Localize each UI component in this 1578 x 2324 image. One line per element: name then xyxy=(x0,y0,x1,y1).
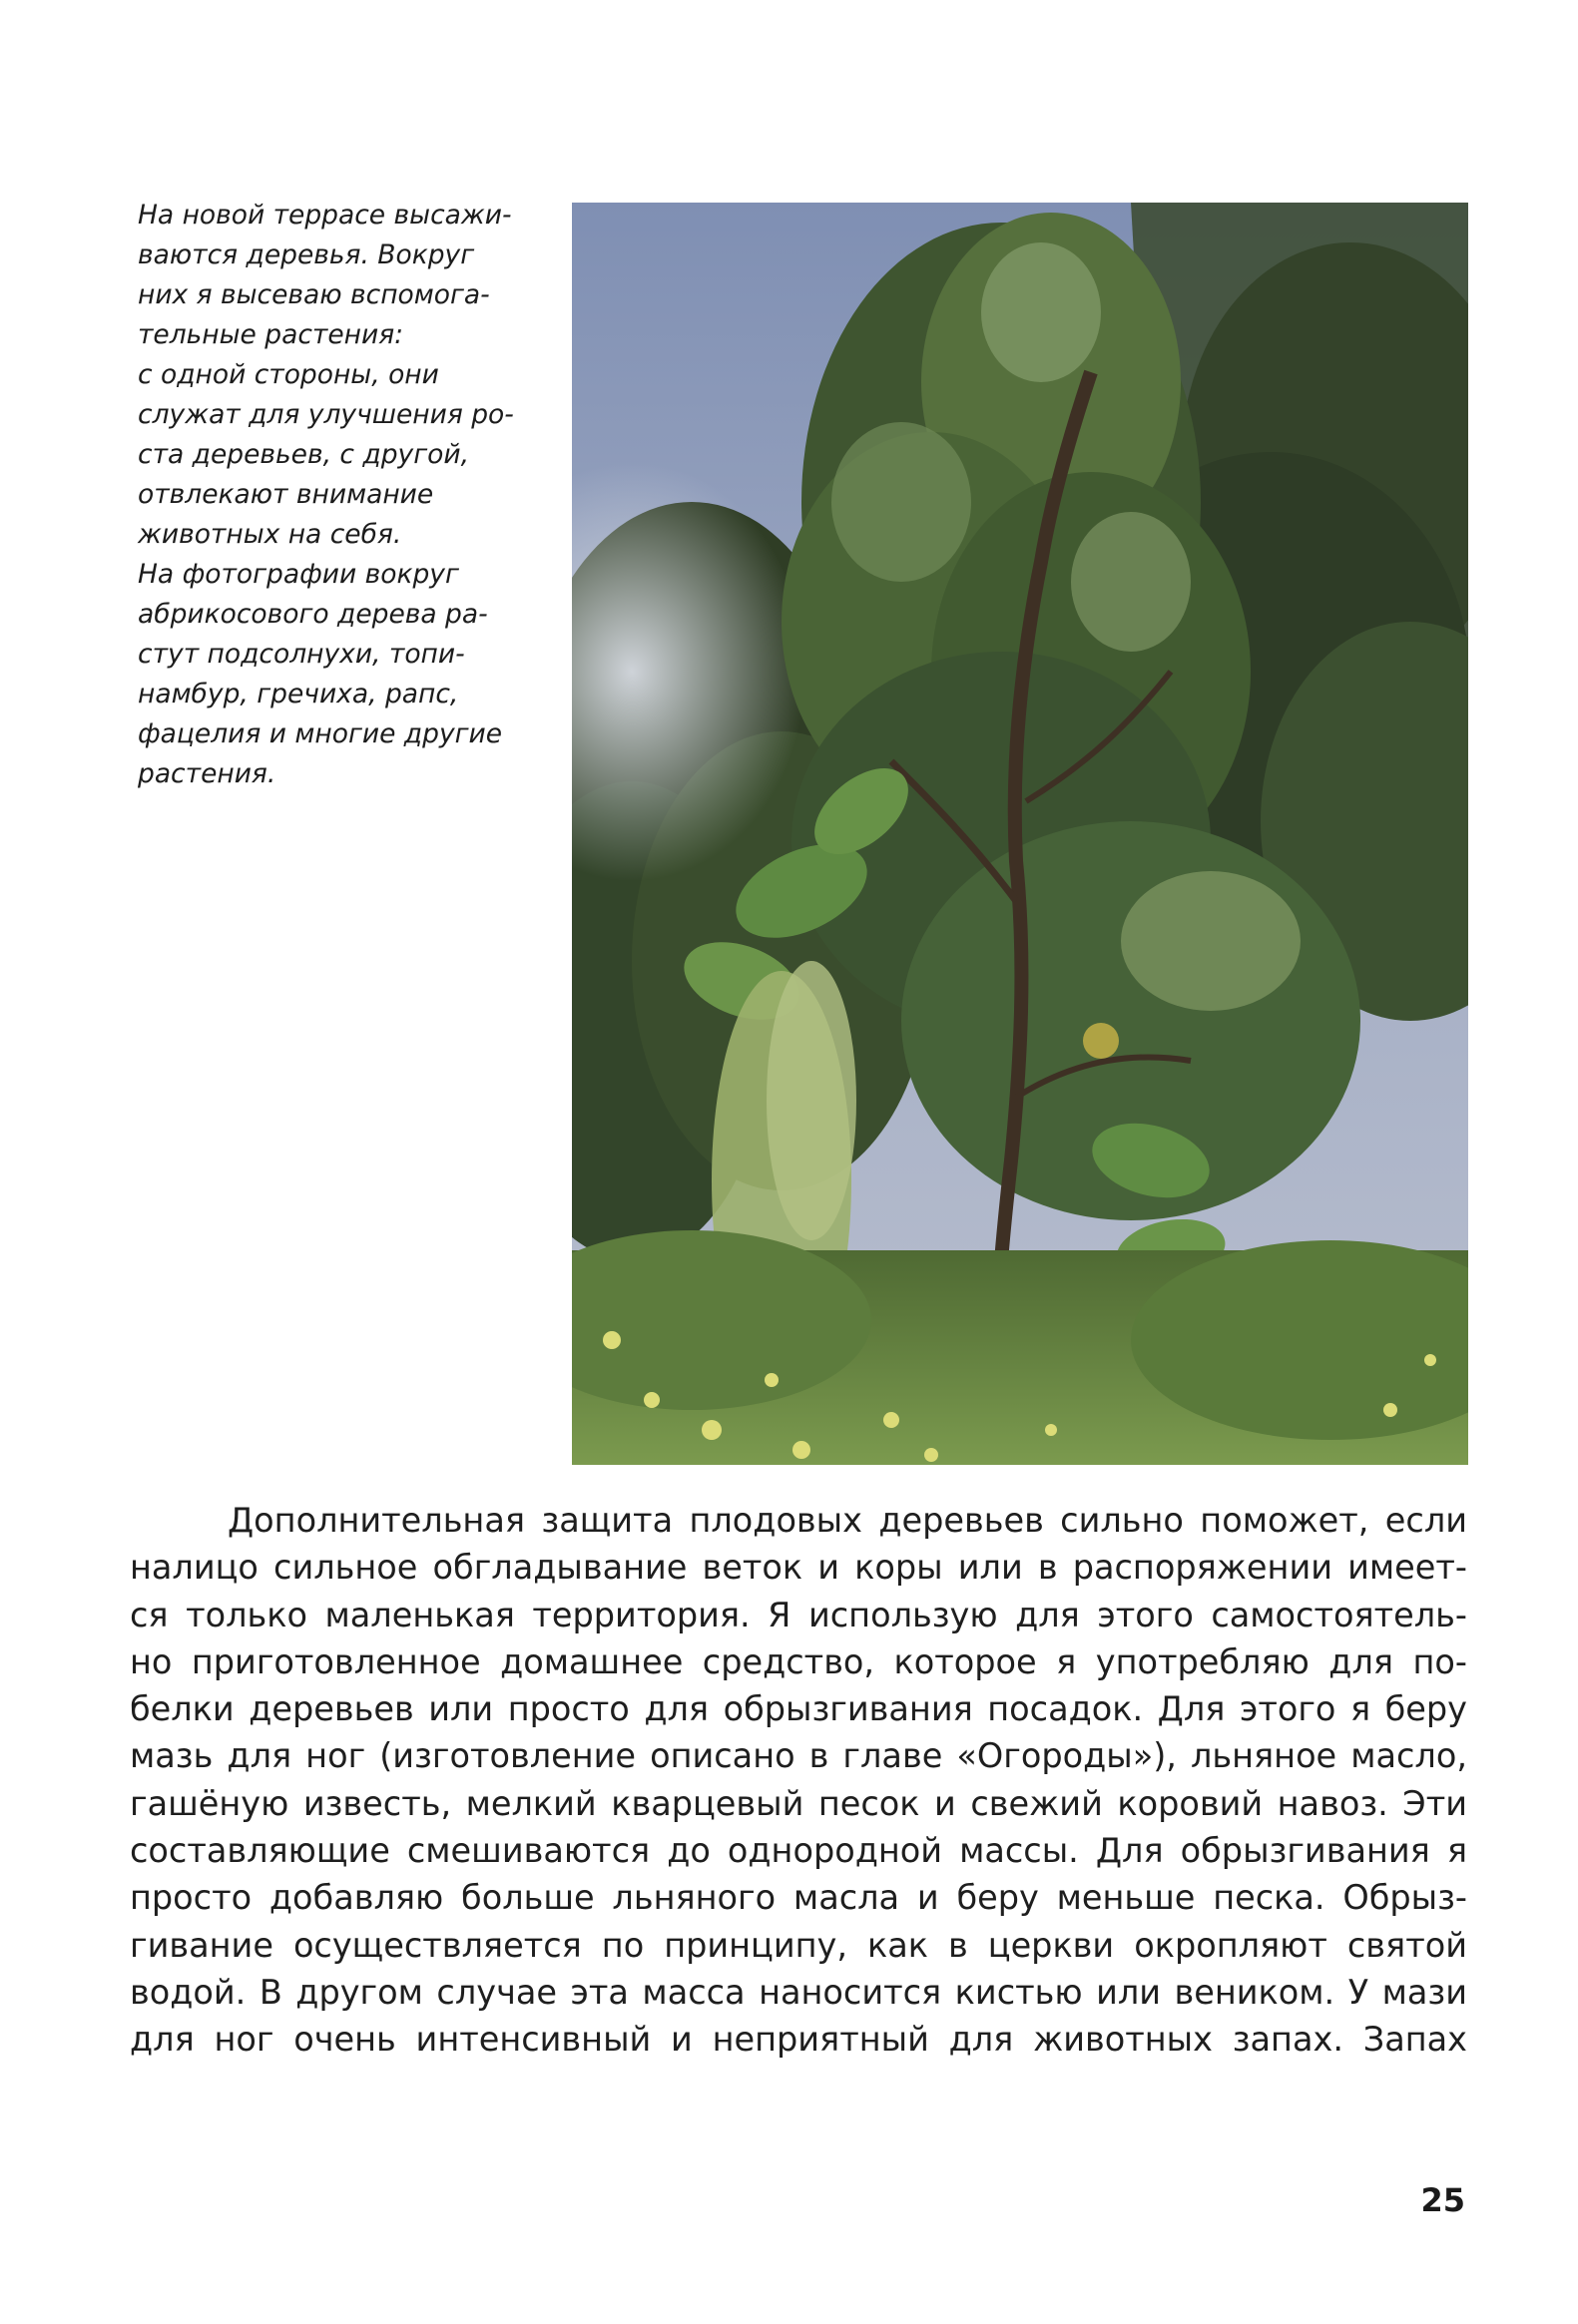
body-line: гашёную известь, мелкий кварцевый песок и свежий коровий навоз. Эти xyxy=(130,1783,1467,1823)
body-line: белки деревьев или просто для обрызгивания посадок. Для этого я беру xyxy=(130,1689,1467,1729)
body-line: водой. В другом случае эта масса наносится кистью или веником. У мази xyxy=(130,1972,1467,2012)
caption-line: отвлекают внимание xyxy=(138,479,434,510)
body-line: мазь для ног (изготовление описано в главе «Огороды»), льняное масло, xyxy=(130,1736,1467,1776)
caption-line: животных на себя. xyxy=(138,519,402,550)
caption-line: абрикосового дерева ра- xyxy=(138,599,488,630)
photo-illustration xyxy=(572,203,1468,1465)
apricot-tree-photo xyxy=(572,203,1468,1465)
body-line: налицо сильное обгладывание веток и коры или в распоряжении имеет- xyxy=(130,1548,1467,1588)
caption-line: намбур, гречиха, рапс, xyxy=(138,679,459,709)
body-line: гивание осуществляется по принципу, как в церкви окропляют святой xyxy=(130,1925,1467,1965)
caption-line: фацелия и многие другие xyxy=(138,718,503,749)
caption-line: стут подсолнухи, топи- xyxy=(138,639,465,670)
body-line: Дополнительная защита плодовых деревьев сильно поможет, если xyxy=(228,1501,1467,1540)
page-number: 25 xyxy=(1420,2181,1465,2219)
caption-line: с одной стороны, они xyxy=(138,359,439,390)
caption-line: На фотографии вокруг xyxy=(138,559,459,590)
caption-line: служат для улучшения ро- xyxy=(138,399,514,430)
body-line: составляющие смешиваются до однородной массы. Для обрызгивания я xyxy=(130,1831,1467,1871)
body-line: ся только маленькая территория. Я использую для этого самостоятель- xyxy=(130,1595,1467,1634)
caption-line: растения. xyxy=(138,758,276,789)
body-line: но приготовленное домашнее средство, которое я употребляю для по- xyxy=(130,1641,1467,1681)
caption-line: тельные растения: xyxy=(138,319,404,350)
body-line: для ног очень интенсивный и неприятный для животных запах. Запах xyxy=(130,2020,1467,2060)
body-line: просто добавляю больше льняного масла и беру меньше песка. Обрыз- xyxy=(130,1878,1467,1918)
caption-line: них я высеваю вспомога- xyxy=(138,279,490,310)
body-paragraph xyxy=(130,1497,1467,2064)
caption-line: ста деревьев, с другой, xyxy=(138,439,470,470)
caption-line: На новой террасе высажи- xyxy=(138,200,512,231)
caption-line: ваются деревья. Вокруг xyxy=(138,239,475,270)
photo-caption xyxy=(138,196,557,794)
